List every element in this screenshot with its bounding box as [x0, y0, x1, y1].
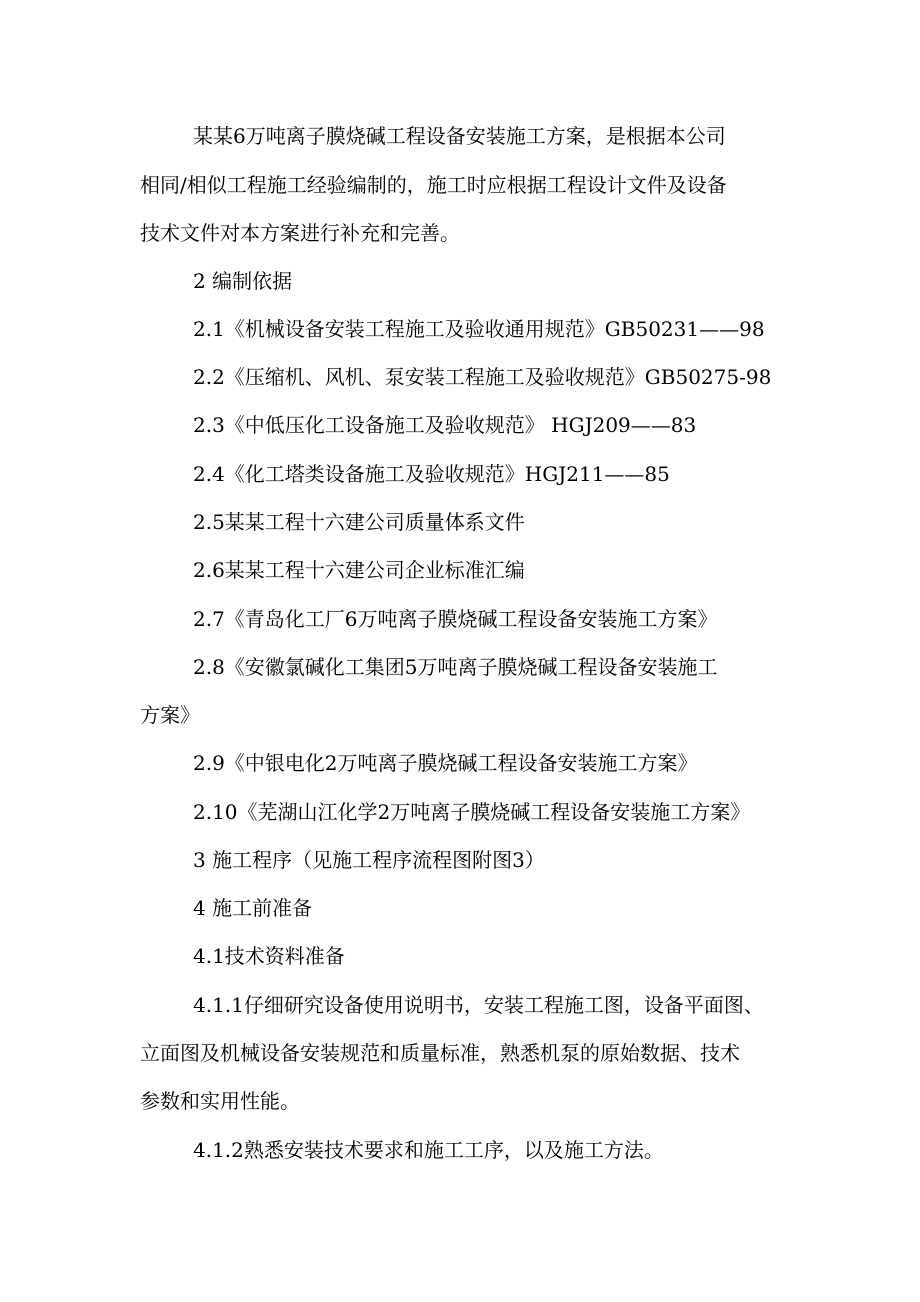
section-heading-3: 3 施工程序（见施工程序流程图附图3）: [193, 848, 545, 872]
reference-2-10: 2.10《芜湖山江化学2万吨离子膜烧碱工程设备安装施工方案》: [193, 800, 751, 824]
section-heading-4-1: 4.1技术资料准备: [193, 944, 345, 968]
item-4-1-2: 4.1.2熟悉安装技术要求和施工工序，以及施工方法。: [193, 1138, 664, 1162]
reference-2-4: 2.4《化工塔类设备施工及验收规范》HGJ211——85: [193, 462, 670, 486]
reference-2-7: 2.7《青岛化工厂6万吨离子膜烧碱工程设备安装施工方案》: [193, 607, 718, 631]
section-heading-2: 2 编制依据: [193, 269, 293, 293]
reference-2-6: 2.6某某工程十六建公司企业标准汇编: [193, 558, 525, 582]
section-heading-4: 4 施工前准备: [193, 896, 313, 920]
intro-line-1: 某某6万吨离子膜烧碱工程设备安装施工方案，是根据本公司: [193, 124, 726, 148]
intro-line-2: 相同/相似工程施工经验编制的，施工时应根据工程设计文件及设备: [140, 173, 727, 197]
reference-2-8-line-2: 方案》: [140, 703, 200, 727]
reference-2-3: 2.3《中低压化工设备施工及验收规范》 HGJ209——83: [193, 413, 697, 437]
reference-2-8-line-1: 2.8《安徽氯碱化工集团5万吨离子膜烧碱工程设备安装施工: [193, 655, 718, 679]
intro-line-3: 技术文件对本方案进行补充和完善。: [140, 221, 460, 245]
item-4-1-1-line-2: 立面图及机械设备安装规范和质量标准，熟悉机泵的原始数据、技术: [140, 1041, 740, 1065]
reference-2-1: 2.1《机械设备安装工程施工及验收通用规范》GB50231——98: [193, 317, 765, 341]
reference-2-9: 2.9《中银电化2万吨离子膜烧碱工程设备安装施工方案》: [193, 751, 698, 775]
reference-2-2: 2.2《压缩机、风机、泵安装工程施工及验收规范》GB50275-98: [193, 365, 772, 389]
item-4-1-1-line-3: 参数和实用性能。: [140, 1089, 300, 1113]
reference-2-5: 2.5某某工程十六建公司质量体系文件: [193, 510, 525, 534]
item-4-1-1-line-1: 4.1.1仔细研究设备使用说明书，安装工程施工图，设备平面图、: [193, 993, 764, 1017]
